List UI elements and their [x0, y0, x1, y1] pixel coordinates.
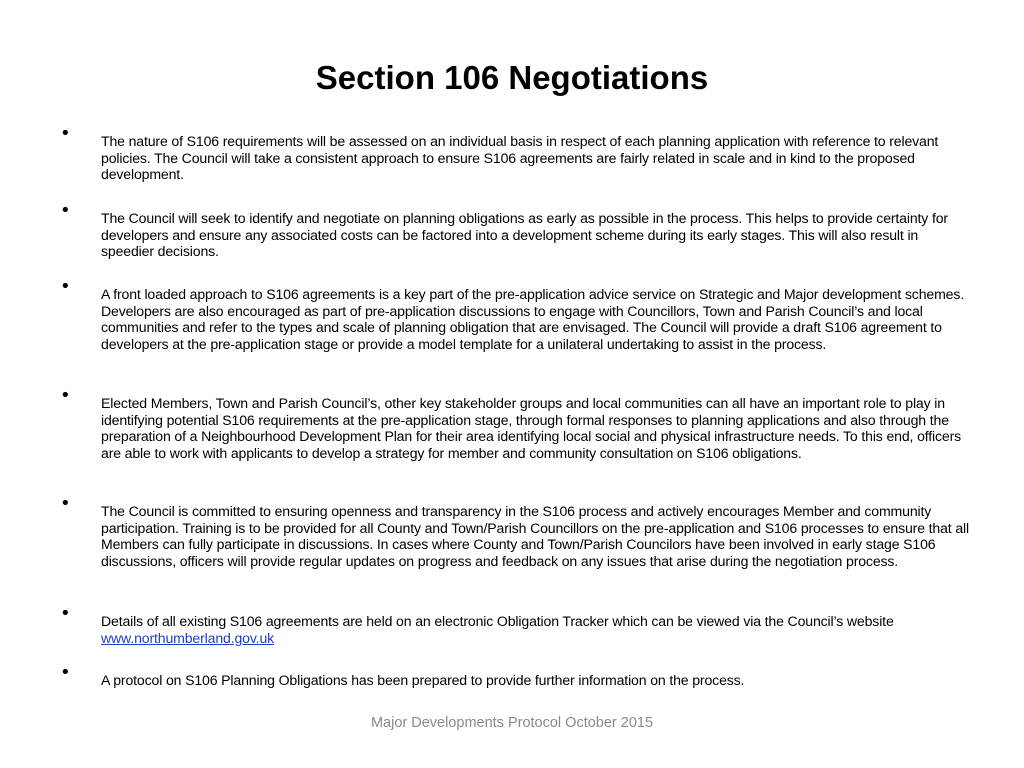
bullet-icon: • [60, 200, 71, 221]
bullet-icon: • [60, 385, 71, 406]
bullet-text: The Council is committed to ensuring openness and transparency in the S106 process and actively encourages Member and community participation. Training is to be provided for all County and Town/Parish Councillors on the pre-application and S106 processes to ensure that all Members can fully participate in discussions. In cases where County and Town/Parish Councilors have been involved in early stage S106 discussions, officers will provide regular updates on progress and feedback on any issues that arise during the negotiation process. [101, 503, 969, 569]
bullet-text-body: Details of all existing S106 agreements are held on an electronic Obligation Tracker which can be viewed via the Council’s website [101, 613, 894, 629]
bullet-icon: • [60, 662, 71, 683]
bullet-text: A front loaded approach to S106 agreements is a key part of the pre-application advice service on Strategic and Major development schemes. Developers are also encouraged as part of pre-application discussions to engage with Councillors, Town and Parish Council’s and local communities and refer to the types and scale of planning obligation that are envisaged. The Council will provide a draft S106 agreement to developers at the pre-application stage or provide a model template for a unilateral undertaking to assist in the process. [101, 286, 965, 352]
bullet-text: Elected Members, Town and Parish Council’s, other key stakeholder groups and local communities can all have an important role to play in identifying potential S106 requirements at the pre-application stage, through formal responses to planning applications and also through the preparation of a Neighbourhood Development Plan for their area identifying local social and physical infrastructure needs. To this end, officers are able to work with applicants to develop a strategy for member and community consultation on S106 obligations. [101, 395, 962, 461]
bullet-icon: • [60, 123, 71, 144]
bullet-icon: • [60, 493, 71, 514]
bullet-text [101, 613, 969, 646]
website-link[interactable]: www.northumberland.gov.uk [101, 629, 275, 646]
slide-footer: Major Developments Protocol October 2015 [370, 715, 654, 731]
bullet-icon: • [60, 276, 71, 297]
bullet-text: The Council will seek to identify and negotiate on planning obligations as early as possible in the process. This helps to provide certainty for developers and ensure any associated costs can be factored into a development scheme during its early stages. This will also result in speedier decisions. [101, 210, 948, 260]
slide-title: Section 106 Negotiations [315, 59, 709, 96]
bullet-icon: • [60, 603, 71, 624]
bullet-text: A protocol on S106 Planning Obligations has been prepared to provide further information on the process. [101, 672, 745, 688]
bullet-text: The nature of S106 requirements will be assessed on an individual basis in respect of each planning application with reference to relevant policies. The Council will take a consistent approach to ensure S106 agreements are fairly related in scale and in kind to the proposed development. [101, 133, 939, 183]
